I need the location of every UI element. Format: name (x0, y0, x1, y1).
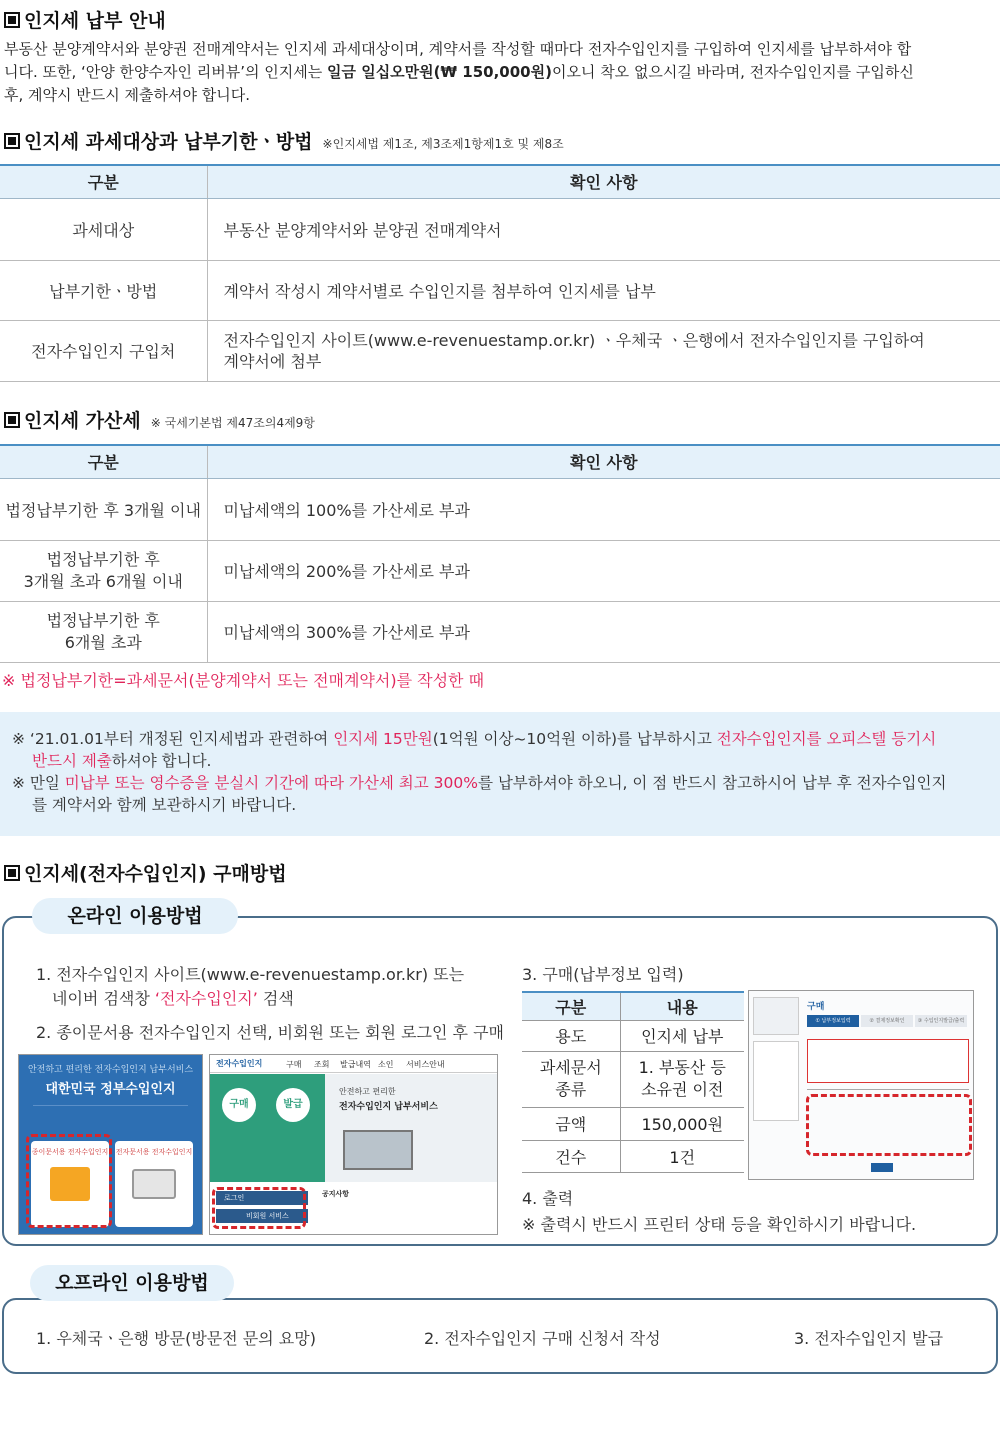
section-title-tax-target: 인지세 과세대상과 납부기한ㆍ방법 ※인지세법 제1조, 제3조제1항제1호 및 제8조 (4, 127, 564, 154)
next-button[interactable] (871, 1163, 893, 1172)
square-bullet-icon (4, 412, 20, 428)
section-title-purchase-method: 인지세(전자수입인지) 구매방법 (4, 859, 287, 886)
online-method-label: 온라인 이용방법 (32, 898, 238, 934)
notice-line-1: ※ ‘21.01.01부터 개정된 인지세법과 관련하여 인지세 15만원(1억원 이상~10억원 이하)를 납부하시고 전자수입인지를 오피스텔 등기시 반드시 제출하셔야 합니다. (12, 730, 937, 770)
print-note: ※ 출력시 반드시 프린터 상태 등을 확인하시기 바랍니다. (522, 1215, 917, 1234)
login-button[interactable]: 로그인 (216, 1191, 308, 1205)
table-row: 과세문서 종류 1. 부동산 등 소유권 이전 (522, 1051, 744, 1107)
offline-method-label: 오프라인 이용방법 (30, 1265, 234, 1301)
menu-history[interactable]: 발급내역 (340, 1060, 371, 1069)
square-bullet-icon (4, 12, 20, 28)
purchase-issue-panel (210, 1074, 325, 1182)
login-highlight (212, 1187, 306, 1229)
section-title-penalty-tax: 인지세 가산세 ※ 국세기본법 제47조의4제9항 (4, 406, 315, 433)
square-bullet-icon (4, 133, 20, 149)
purchase-button[interactable]: 구매 (222, 1088, 256, 1122)
table-row: 법정납부기한 후 6개월 초과 미납세액의 300%를 가산세로 부과 (0, 601, 1000, 662)
menu-purchase[interactable]: 구매 (286, 1060, 302, 1069)
issue-button[interactable]: 발급 (276, 1088, 310, 1122)
table-row: 납부기한ㆍ방법 계약서 작성시 계약서별로 수입인지를 첨부하여 인지세를 납부 (0, 260, 1000, 320)
purchase-info-table (522, 991, 744, 1173)
offline-step-3: 3. 전자수입인지 발급 (794, 1329, 944, 1348)
table-row: 용도 인지세 납부 (522, 1020, 744, 1051)
table-row: 법정납부기한 후 3개월 초과 6개월 이내 미납세액의 200%를 가산세로 부과 (0, 540, 1000, 601)
online-step-1: 1. 전자수입인지 사이트(www.e-revenuestamp.or.kr) 또는 (36, 965, 465, 984)
online-step-2: 2. 종이문서용 전자수입인지 선택, 비회원 또는 회원 로그인 후 구매 (36, 1023, 504, 1042)
notice-line-2: ※ 만일 미납부 또는 영수증을 분실시 기간에 따라 가산세 최고 300%를 납부하셔야 하오니, 이 점 반드시 참고하시어 납부 후 전자수입인지 를 계약서와 함께 보관하시기 바랍니다. (12, 774, 947, 814)
tax-target-table (0, 164, 1000, 382)
intro-line-1: 부동산 분양계약서와 분양권 전매계약서는 인지세 과세대상이며, 계약서를 작성할 때마다 전자수입인지를 구입하여 인지세를 납부하셔야 합 (4, 40, 912, 58)
intro-line-3: 후, 계약시 반드시 제출하셔야 합니다. (4, 86, 250, 104)
site-header: 전자수입인지 구매 조회 발급내역 소인 서비스안내 (210, 1055, 497, 1073)
offline-step-1: 1. 우체국ㆍ은행 방문(방문전 문의 요망) (36, 1329, 316, 1348)
table-row: 금액 150,000원 (522, 1107, 744, 1140)
guest-service-button[interactable]: 비회원 서비스 (216, 1209, 308, 1223)
offline-step-2: 2. 전자수입인지 구매 신청서 작성 (424, 1329, 661, 1348)
table-row: 법정납부기한 후 3개월 이내 미납세액의 100%를 가산세로 부과 (0, 478, 1000, 540)
table-header-row: 구분 확인 사항 (0, 165, 1000, 198)
e-document-stamp-card[interactable]: 전자문서용 전자수입인지 (115, 1141, 193, 1227)
paper-stamp-card[interactable]: 종이문서용 전자수입인지 (31, 1141, 109, 1227)
payment-info-highlight (806, 1094, 972, 1156)
table-row: 전자수입인지 구입처 전자수입인지 사이트(www.e-revenuestamp.or.kr) ㆍ우체국 ㆍ은행에서 전자수입인지를 구입하여 계약서에 첨부 (0, 320, 1000, 381)
intro-line-2: 니다. 또한, ‘안양 한양수자인 리버뷰’의 인지세는 일금 일십오만원(₩ 150,000원)이오니 착오 없으시길 바라며, 전자수입인지를 구입하신 (4, 63, 914, 81)
online-step-4: 4. 출력 (522, 1189, 574, 1208)
notice-box (0, 712, 1000, 836)
deadline-footnote: ※ 법정납부기한=과세문서(분양계약서 또는 전매계약서)를 작성한 때 (2, 671, 485, 690)
table-header-row: 구분 확인 사항 (0, 445, 1000, 478)
hero-banner: 안전하고 편리한 전자수입인지 납부서비스 (325, 1074, 498, 1182)
table-header-row: 구분 내용 (522, 992, 744, 1020)
notice-label: 공지사항 (322, 1190, 350, 1198)
square-bullet-icon (4, 865, 20, 881)
section-title-stamp-tax-guide: 인지세 납부 안내 (4, 6, 166, 33)
stamp-tax-amount: 일금 일십오만원(₩ 150,000원) (327, 63, 552, 81)
menu-cancel[interactable]: 소인 (378, 1060, 394, 1069)
purchase-form-screenshot: 구매 ① 납부정보입력 ② 결제정보확인 ③ 수입인지발급/출력 (748, 990, 974, 1180)
paper-stamp-highlight (26, 1134, 112, 1228)
table-row: 과세대상 부동산 분양계약서와 분양권 전매계약서 (0, 198, 1000, 260)
stamp-site-screenshot: 안전하고 편리한 전자수입인지 납부서비스 대한민국 정부수입인지 종이문서용 전자수입인지 전자문서용 전자수입인지 (18, 1054, 203, 1235)
online-step-1-cont: 네이버 검색창 ‘전자수입인지’ 검색 (52, 989, 294, 1008)
law-reference-note: ※인지세법 제1조, 제3조제1항제1호 및 제8조 (322, 137, 564, 151)
menu-inquiry[interactable]: 조회 (314, 1060, 330, 1069)
intro-paragraph (4, 38, 998, 107)
menu-service[interactable]: 서비스안내 (406, 1060, 445, 1069)
table-row: 건수 1건 (522, 1140, 744, 1172)
online-step-3: 3. 구매(납부정보 입력) (522, 965, 684, 984)
law-reference-note: ※ 국세기본법 제47조의4제9항 (150, 416, 315, 430)
purchase-steps: ① 납부정보입력 ② 결제정보확인 ③ 수입인지발급/출력 (807, 1015, 967, 1027)
penalty-tax-table (0, 444, 1000, 663)
